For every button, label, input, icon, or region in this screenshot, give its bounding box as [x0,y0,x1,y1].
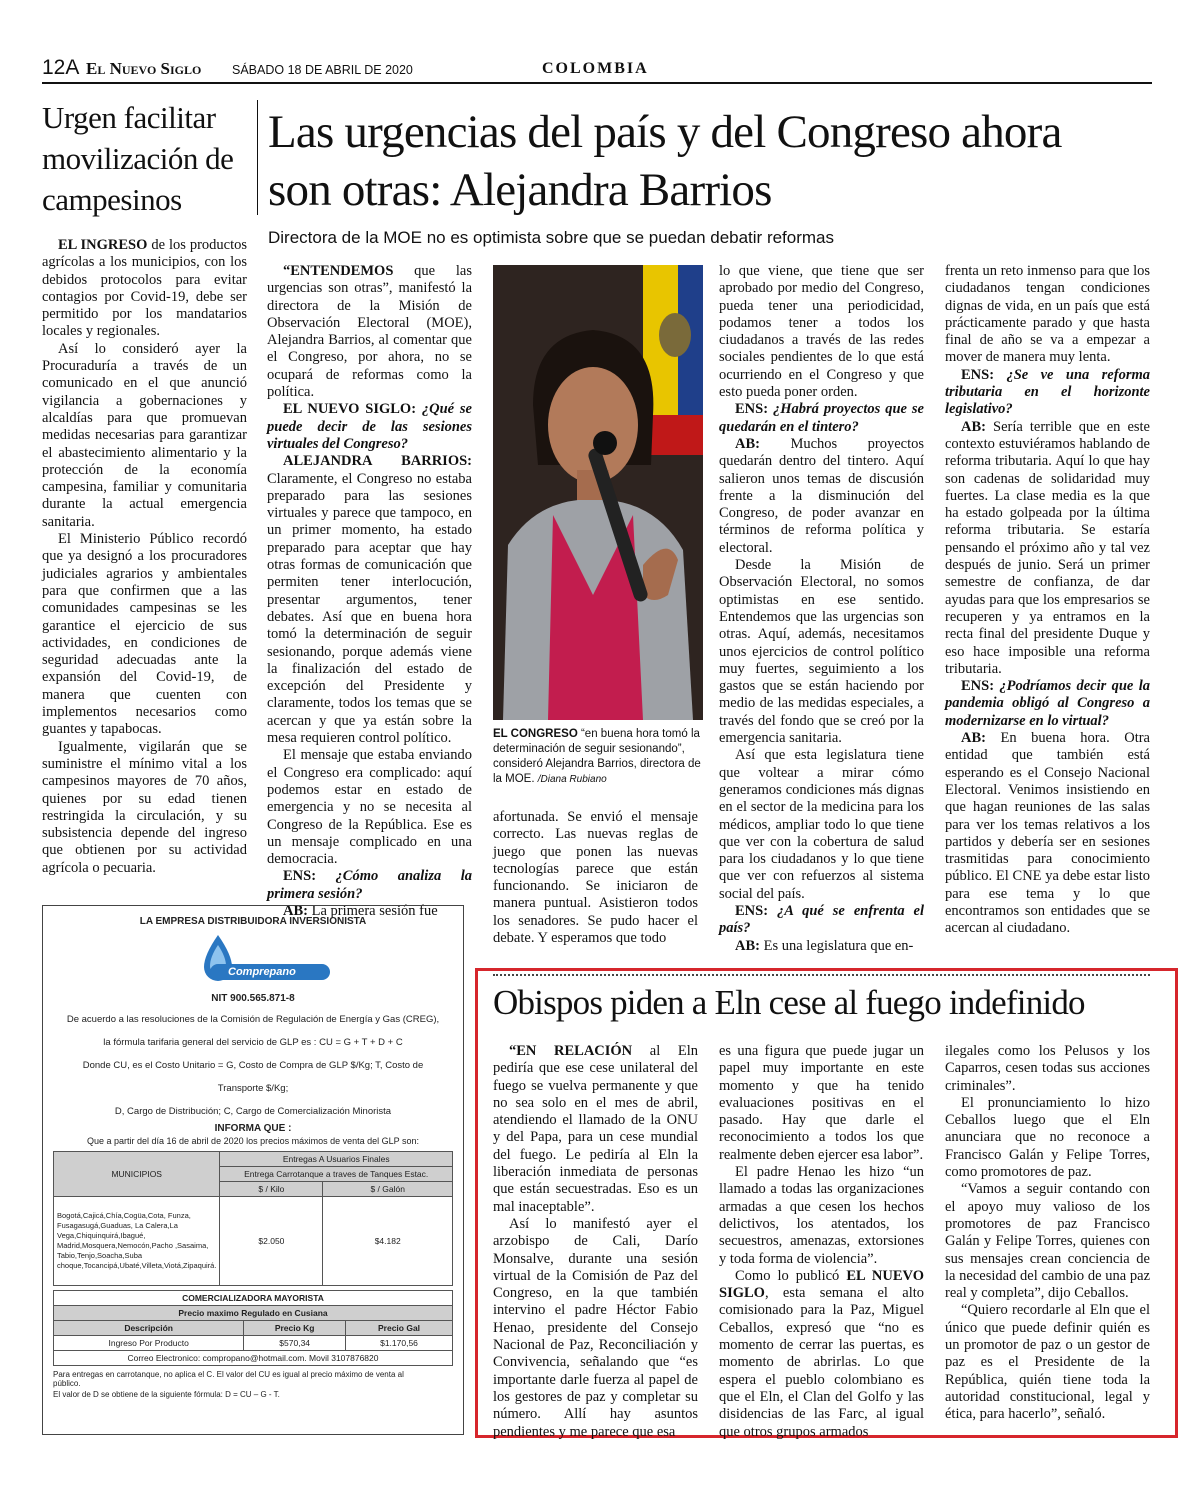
main-article-col1: “ENTENDEMOS que las urgencias son otras”, manifestó la directora de la Misión de Observación Electoral (MOE), Alejandra Barrios, al comentar que el Congreso, por ahora, no se ocupará de reformas como la política. EL NUEVO SIGLO: ¿Qué se puede decir de las sesiones virtuales del Congreso? ALEJANDRA BARRIOS: Claramente, el Congreso no estaba preparado para las sesiones virtuales y parece que tampoco, en un primer momento, ha estado preparado para aceptar que hay otras formas de comunicación que permiten tener interlocución, presentar argumentos, tener debates. Así que en buena hora tomó la determinación de seguir sesionando, porque además viene la finalización del estado de excepción del Presidente y claramente, todos los temas que se acercan y que ya están sobre la mesa requieren control político. El mensaje que estaba enviando el Congreso era complicado: aquí podemos estar en estado de emergencia y no se necesita al Congreso de la República. Ese es un mensaje complicado en una democracia. ENS: ¿Cómo analiza la primera sesión? AB: La primera sesión fue [267,263,472,919]
paragraph: Así lo consideró ayer la Procuraduría a través de un comunicado en el que anunció vigilancia a gobernaciones y alcaldías para que promuevan medidas necesarias para garantizar el abastecimiento alimentario y la protección de la economía campesina, familiar y comunitaria durante la actual emergencia sanitaria. [42,340,247,530]
page-number: 12A [42,56,80,79]
main-headline: Las urgencias del país y del Congreso ahora son otras: Alejandra Barrios [268,106,1062,216]
masthead: El Nuevo Siglo [86,59,202,78]
section-name: COLOMBIA [542,60,649,77]
ad-nit: NIT 900.565.871-8 [211,993,295,1004]
photo-caption: EL CONGRESO “en buena hora tomó la determinación de seguir sesionando”, consideró Alejandra Barrios, directora de la MOE. /Diana Rubiano [493,728,701,785]
column-divider [257,100,258,215]
price-table: MUNICIPIOS Entregas A Usuarios Finales Entrega Carrotanque a traves de Tanques Estac. $ / Kilo $ / Galón Bogotá,Cajicá,Chía,Cogüa,Cota, Funza, Fusagasugá,Guaduas, La Calera,La Vega,Chiquinquirá,Ibagué, Madrid,Mosquera,Nemocón,Pacho ,Sasaima, Tabio,Tenjo,Soacha,Suba choque,Tocancipá,Ubaté,Villeta,Viotá,Zipaquirá. $2.050 $4.182 [53,1151,453,1286]
gas-drop-logo-icon [188,931,348,989]
wholesale-table: COMERCIALIZADORA MAYORISTA Precio maximo Regulado en Cusiana Descripción Precio Kg Precio Gal Ingreso Por Producto $570,34 $1.170,56 Correo Electronico: compropano@hotmail.com. Movil 3107876820 [53,1290,453,1366]
paragraph: El Ministerio Público recordó que ya designó a los procuradores judiciales agrarios y ambientales para que confirmen que a las comunidades campesinas se les garantice el ejercicio de sus actividades, en condiciones de seguridad adecuadas ante la expansión del Covid-19, de manera que cuenten con implementos necesarios como guantes y tapabocas. [42,531,247,738]
page-header [42,58,1152,82]
main-article-col4: frenta un reto inmenso para que los ciudadanos tengan condiciones dignas de vida, en un país que está prácticamente parado y que hasta final de año se va a empezar a mover de manera muy lenta. ENS: ¿Se ve una reforma tributaria en el horizonte legislativo? AB: Sería terrible que en este contexto estuviéramos hablando de reforma tributaria. Aquí lo que hay son cadenas de solidaridad muy fuertes. La clase media es la que ha estado golpeada por la última reforma tributaria. Se estaría pensando el próximo año y tal vez después de junio. Será un primer semestre de confianza, de dar ayudas para que los empresarios se recuperen y ya entramos en la recta final del presidente Duque y eso hace imposible una reforma tributaria. ENS: ¿Podríamos decir que la pandemia obligó al Congreso a modernizarse en lo virtual? AB: En buena hora. Otra entidad que también está esperando es el Consejo Nacional Electoral. Venimos insistiendo en que hagan reuniones de las salas para ver los temas relativos a los partidos y debería ser en sesiones trasmitidas para conocimiento público. El CNE ya debe estar listo para ese tema y lo que encontramos son entidades que se acercan al ciudadano. [945,263,1150,937]
article-photo [493,265,703,720]
dotted-rule [493,974,1150,976]
obispos-col2: es una figura que puede jugar un papel muy importante en este momento y que ha tenido evaluaciones positivas en el pasado. Hay que darle el reconocimiento a todos los que realmente deben ejercer esa labor”. El padre Henao les hizo “un llamado a todas las organizaciones armadas a que cesen los hechos delictivos, los atentados, los secuestros, amenazas, extorsiones y toda forma de violencia”. Como lo publicó EL NUEVO SIGLO, esta semana el alto comisionado para la Paz, Miguel Ceballos, expresó que “no es momento de cerrar las puertas, es momento de abrirlas. Lo que espera el pueblo colombiano es que el Eln, el Clan del Golfo y las disidencias de las Farc, al igual que otros grupos armados [719,1043,924,1440]
obispos-col1: “EN RELACIÓN al Eln pediría que ese cese unilateral del fuego se vuelva permanente y que no sea solo en el mes de abril, atendiendo el llamado de la ONU y del Papa, para un cese mundial del fuego. Le pediría al Eln la liberación inmediata de personas que están secuestradas. Eso es un mal inaceptable”. Así lo manifestó ayer el arzobispo de Cali, Darío Monsalve, durante una sesión virtual de la Comisión de Paz del Congreso, en la que también intervino el padre Héctor Fabio Henao, presidente del Consejo Nacional de Paz, Reconciliación y Convivencia, señalando que “es importante darle fuerza al papel de los gestores de paz y completar su número. Allí hay asuntos pendientes y me parece que esa [493,1043,699,1440]
ad-informa: INFORMA QUE : [214,1123,292,1134]
legal-notice-ad: LA EMPRESA DISTRIBUIDORA INVERSIONISTA Comprepano NIT 900.565.871-8 De acuerdo a las resoluciones de la Comisión de Regulación de Energía y Gas (CREG), la fórmula tarifaria general del servicio de GLP es : CU = G + T + D + C Donde CU, es el Costo Unitario = G, Costo de Compra de GLP $/Kg; T, Costo de Transporte $/Kg; D, Cargo de Distribución; C, Cargo de Comercialización Minorista INFORMA QUE : Que a partir del día 16 de abril de 2020 los precios máximos de venta del GLP son: MUNICIPIOS Entregas A Usuarios Finales Entrega Carrotanque a traves de Tanques Estac. $ / Kilo $ / Galón Bogotá,Cajicá,Chía,Cogüa,Cota, Funza, Fusagasugá,Guaduas, La Calera,La Vega,Chiquinquirá,Ibagué, Madrid,Mosquera,Nemocón,Pacho ,Sasaima, Tabio,Tenjo,Soacha,Suba choque,Tocancipá,Ubaté,Villeta,Viotá,Zipaquirá. $2.050 $4.182 COMERCIALIZADORA MAYORISTA Precio maximo Regulado en Cusiana Descripción Precio Kg Precio Gal Ingreso Por Producto $570,34 $1.170,56 Correo Electronico: compropano@hotmail.com. Movil 3107876820 Para entregas en carrotanque, no aplica el C. El valor del CU es igual al precio máximo de venta al público. El valor de D se obtiene de la siguiente fórmula: D = CU – G - T. [42,905,464,1435]
main-subhead: Directora de la MOE no es optimista sobre que se puedan debatir reformas [268,228,835,247]
obispos-col3: ilegales como los Pelusos y los Caparros, cesen todas sus acciones criminales”. El pronunciamiento lo hizo Ceballos luego que el Eln anunciara que no reconoce a Francisco Galán y Felipe Torres, como promotores de paz. “Vamos a seguir contando con el apoyo muy valioso de los promotores de paz Francisco Galán y Felipe Torres, quienes con sus mensajes crean conciencia de la necesidad del cambio de una paz real y completa”, dijo Ceballos. “Quiero recordarle al Eln que el único que puede definir quién es un promotor de paz o un gestor de paz es el Presidente de la República, quién tiene toda la autoridad constitucional, legal y ética, para hacerlo”, señaló. [945,1043,1150,1423]
ad-company: LA EMPRESA DISTRIBUIDORA INVERSIONISTA [139,916,367,927]
main-article-col3: lo que viene, que tiene que ser aprobado por medio del Congreso, pueda tener una periodicidad, podamos tener a todos los ciudadanos a través de las redes sociales pendientes de lo que está ocurriendo en el Congreso y que esto pueda poner orden. ENS: ¿Habrá proyectos que se quedarán en el tintero? AB: Muchos proyectos quedarán dentro del tintero. Aquí salieron unos temas de discusión frente a la disminución del Congreso, de poder avanzar en términos de reforma política y electoral. Desde la Misión de Observación Electoral, no somos optimistas en ese sentido. Entendemos que las urgencias son otras. Aquí, además, necesitamos unos ejercicios de control político muy fuertes, seguimiento a los gastos que se están haciendo por medio de las medidas especiales, a través del fondo que se creó por la emergencia sanitaria. Así que esta legislatura tiene que voltear a mirar cómo generamos condiciones más dignas en el sector de la medicina para los médicos, ampliar todo lo que tiene que ver con la cobertura de salud para los ciudadanos y lo que tiene que ver con refuerzos al sistema social del país. ENS: ¿A qué se enfrenta el país? AB: Es una legislatura que en- [719,263,924,954]
photo-credit: /Diana Rubiano [537,774,607,785]
woman-speaking-photo [493,265,703,720]
paragraph: Igualmente, vigilarán que se suministre el mínimo vital a los campesinos mayores de 70 años, quienes por su edad tienen restringida la circulación, y su subsistencia depende del ingreso que obtienen por su actividad agrícola o pecuaria. [42,738,247,876]
left-article-body [42,237,247,877]
logo-text: Comprepano [228,966,296,978]
lead-in: EL INGRESO [58,237,148,253]
main-article-col2: afortunada. Se envió el mensaje correcto. Las nuevas reglas de juego que ponen las nuevas tecnologías parece que están funcionando. Se iniciaron de manera puntual. Asistieron todos los senadores. Se pudo hacer el debate. Y esperamos que todo [493,809,698,947]
company-logo [53,931,453,989]
left-article-headline: Urgen facilitar movilización de campesinos [42,100,234,217]
issue-date: SÁBADO 18 DE ABRIL DE 2020 [232,63,413,77]
paragraph: EL INGRESO de los productos agrícolas a los municipios, con los debidos protocolos para evitar contagios por Covid-19, debe ser permitido por los mandatarios locales y regionales. [42,237,248,340]
header-rule [42,82,1152,84]
obispos-headline: Obispos piden a Eln cese al fuego indefinido [493,983,1085,1022]
caption-lead: EL CONGRESO [493,728,578,740]
